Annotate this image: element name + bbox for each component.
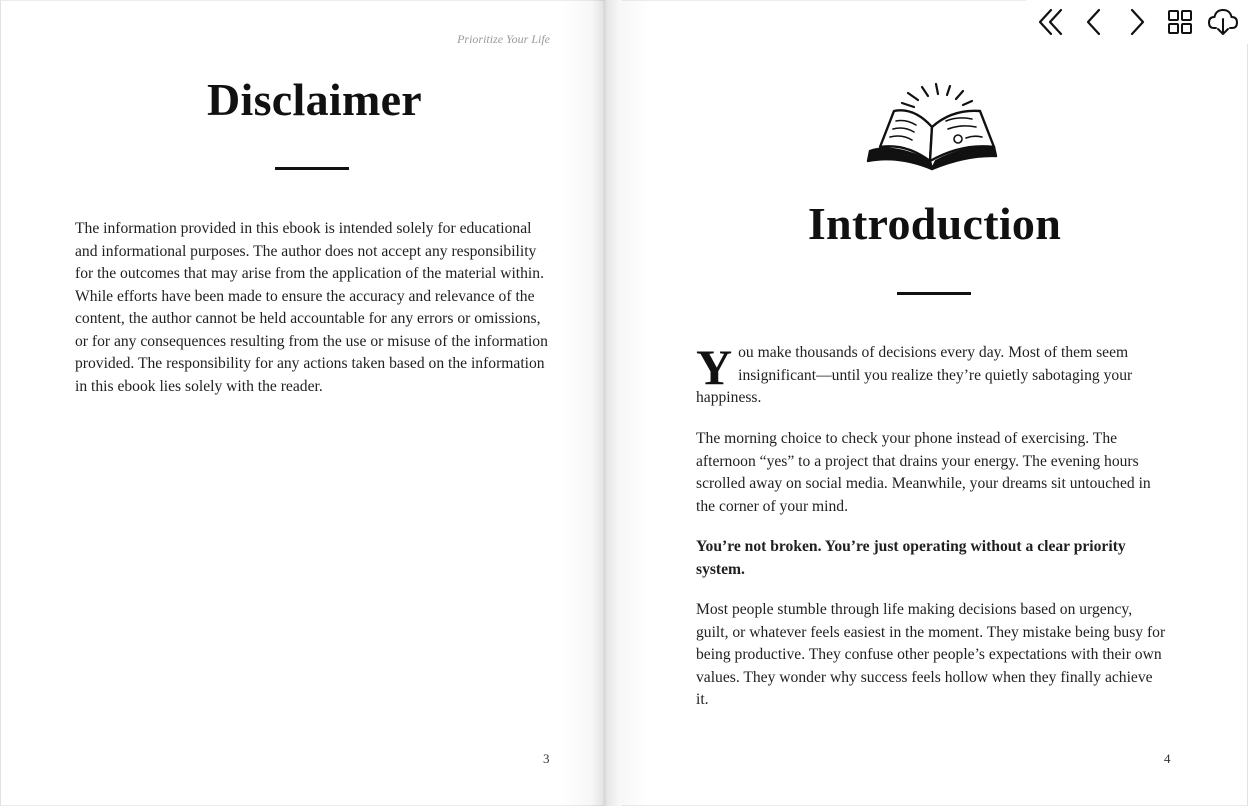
paragraph-text: ou make thousands of decisions every day. Most of them seem insignificant—until you realize they’re quietly sabotaging your happiness. xyxy=(696,344,1133,406)
intro-paragraph-1 xyxy=(696,339,1166,410)
left-page[interactable] xyxy=(0,0,604,806)
disclaimer-text: The information provided in this ebook is intended solely for educational and informational purposes. The author does not accept any responsibility for the outcomes that may arise from the application of the material within. While efforts have been made to ensure the accuracy and relevance of the content, the author cannot be held accountable for any errors or omissions, or for any consequences resulting from the use or misuse of the information provided. The responsibility for any actions taken based on the information in this ebook lies solely with the reader. xyxy=(75,220,548,395)
running-head: Prioritize Your Life xyxy=(457,32,550,46)
intro-paragraph-2: The morning choice to check your phone instead of exercising. The afternoon “yes” to a project that drains your energy. The evening hours scrolled away on social media. Meanwhile, your dreams sit untouched in the corner of your mind. xyxy=(696,430,1151,515)
page-title: Disclaimer xyxy=(206,74,423,125)
page-number: 4 xyxy=(1164,751,1171,766)
cloud-download-icon xyxy=(1207,7,1239,37)
thumbnails-button[interactable] xyxy=(1161,3,1199,41)
intro-paragraph-bold: You’re not broken. You’re just operating without a clear priority system. xyxy=(696,538,1126,578)
drop-cap: Y xyxy=(696,339,733,395)
next-page-button[interactable] xyxy=(1118,3,1156,41)
reader-toolbar xyxy=(1026,0,1248,44)
grid-icon xyxy=(1166,8,1194,36)
previous-page-button[interactable] xyxy=(1075,3,1113,41)
first-page-button[interactable] xyxy=(1032,3,1070,41)
download-button[interactable] xyxy=(1204,3,1242,41)
page-title: Introduction xyxy=(807,198,1062,249)
title-divider xyxy=(897,292,971,295)
right-page[interactable] xyxy=(622,0,1248,806)
page-number: 3 xyxy=(543,751,550,766)
double-chevron-left-icon xyxy=(1036,7,1066,37)
chevron-left-icon xyxy=(1079,7,1109,37)
open-book-icon xyxy=(862,81,1002,181)
chevron-right-icon xyxy=(1122,7,1152,37)
title-divider xyxy=(275,167,349,170)
intro-paragraph-4: Most people stumble through life making decisions based on urgency, guilt, or whatever feels easiest in the moment. They mistake being busy for being productive. They confuse other people’s expectations with their own values. They wonder why success feels hollow when they finally achieve it. xyxy=(696,601,1166,708)
